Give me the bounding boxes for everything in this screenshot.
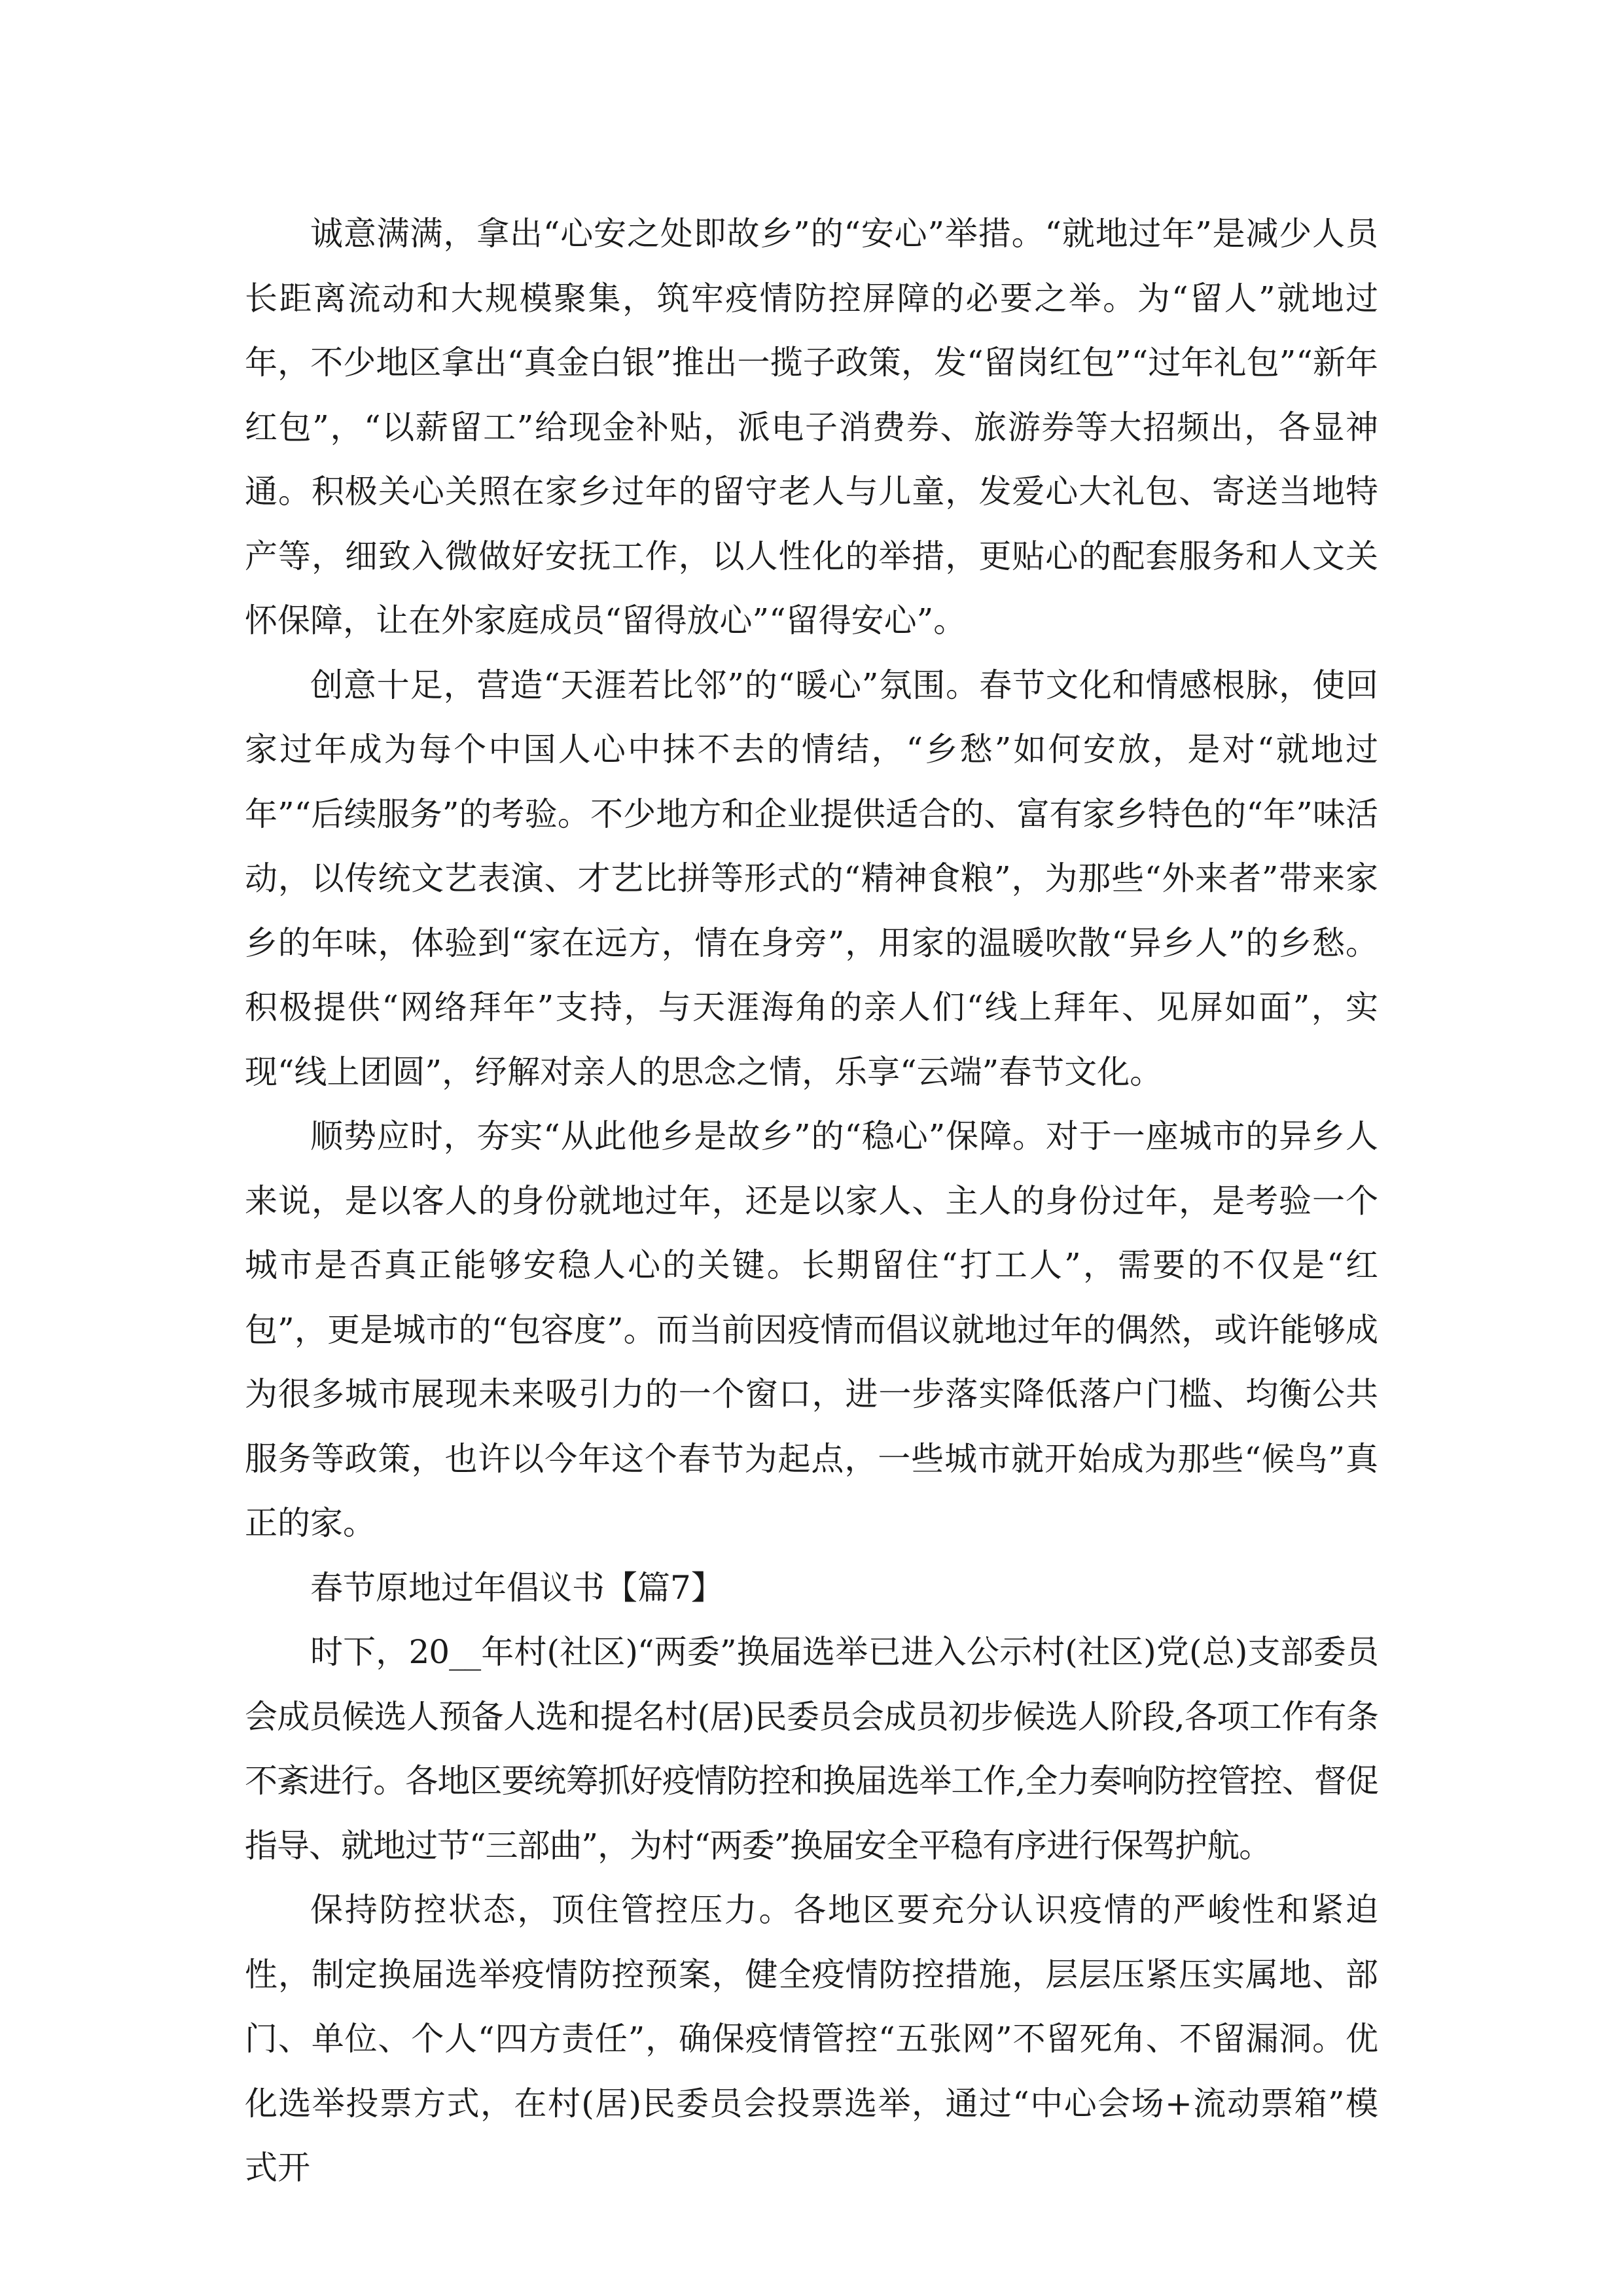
paragraph-election: 时下，20__年村(社区)“两委”换届选举已进入公示村(社区)党(总)支部委员会成员候选人预备人选和提名村(居)民委员会成员初步候选人阶段,各项工作有条不紊进行。各地区要统筹抓好疫情防控和换届选举工作,全力奏响防控管控、督促指导、就地过节“三部曲”，为村“两委”换届安全平稳有序进行保驾护航。 xyxy=(245,1633,1378,1865)
document-body xyxy=(245,202,1378,2200)
paragraph-adapt: 顺势应时，夯实“从此他乡是故乡”的“稳心”保障。对于一座城市的异乡人来说，是以客人的身份就地过年，还是以家人、主人的身份过年，是考验一个城市是否真正能够安稳人心的关键。长期留住“打工人”，需要的不仅是“红包”，更是城市的“包容度”。而当前因疫情而倡议就地过年的偶然，或许能够成为很多城市展现未来吸引力的一个窗口，进一步落实降低落户门槛、均衡公共服务等政策，也许以今年这个春节为起点，一些城市就开始成为那些“候鸟”真正的家。 xyxy=(245,1117,1378,1542)
section-heading: 春节原地过年倡议书【篇7】 xyxy=(310,1568,724,1607)
paragraph-sincerity: 诚意满满，拿出“心安之处即故乡”的“安心”举措。“就地过年”是减少人员长距离流动和大规模聚集，筑牢疫情防控屏障的必要之举。为“留人”就地过年，不少地区拿出“真金白银”推出一揽子政策，发“留岗红包”“过年礼包”“新年红包”，“以薪留工”给现金补贴，派电子消费券、旅游券等大招频出，各显神通。积极关心关照在家乡过年的留守老人与儿童，发爱心大礼包、寄送当地特产等，细致入微做好安抚工作，以人性化的举措，更贴心的配套服务和人文关怀保障，让在外家庭成员“留得放心”“留得安心”。 xyxy=(245,215,1378,639)
paragraph-creativity: 创意十足，营造“天涯若比邻”的“暖心”氛围。春节文化和情感根脉，使回家过年成为每个中国人心中抹不去的情结，“乡愁”如何安放，是对“就地过年”“后续服务”的考验。不少地方和企业提供适合的、富有家乡特色的“年”味活动，以传统文艺表演、才艺比拼等形式的“精神食粮”，为那些“外来者”带来家乡的年味，体验到“家在远方，情在身旁”，用家的温暖吹散“异乡人”的乡愁。积极提供“网络拜年”支持，与天涯海角的亲人们“线上拜年、见屏如面”，实现“线上团圆”，纾解对亲人的思念之情，乐享“云端”春节文化。 xyxy=(245,666,1378,1091)
paragraph-prevention: 保持防控状态，顶住管控压力。各地区要充分认识疫情的严峻性和紧迫性，制定换届选举疫情防控预案，健全疫情防控措施，层层压紧压实属地、部门、单位、个人“四方责任”，确保疫情管控“五张网”不留死角、不留漏洞。优化选举投票方式，在村(居)民委员会投票选举，通过“中心会场+流动票箱”模式开 xyxy=(245,1891,1378,2187)
